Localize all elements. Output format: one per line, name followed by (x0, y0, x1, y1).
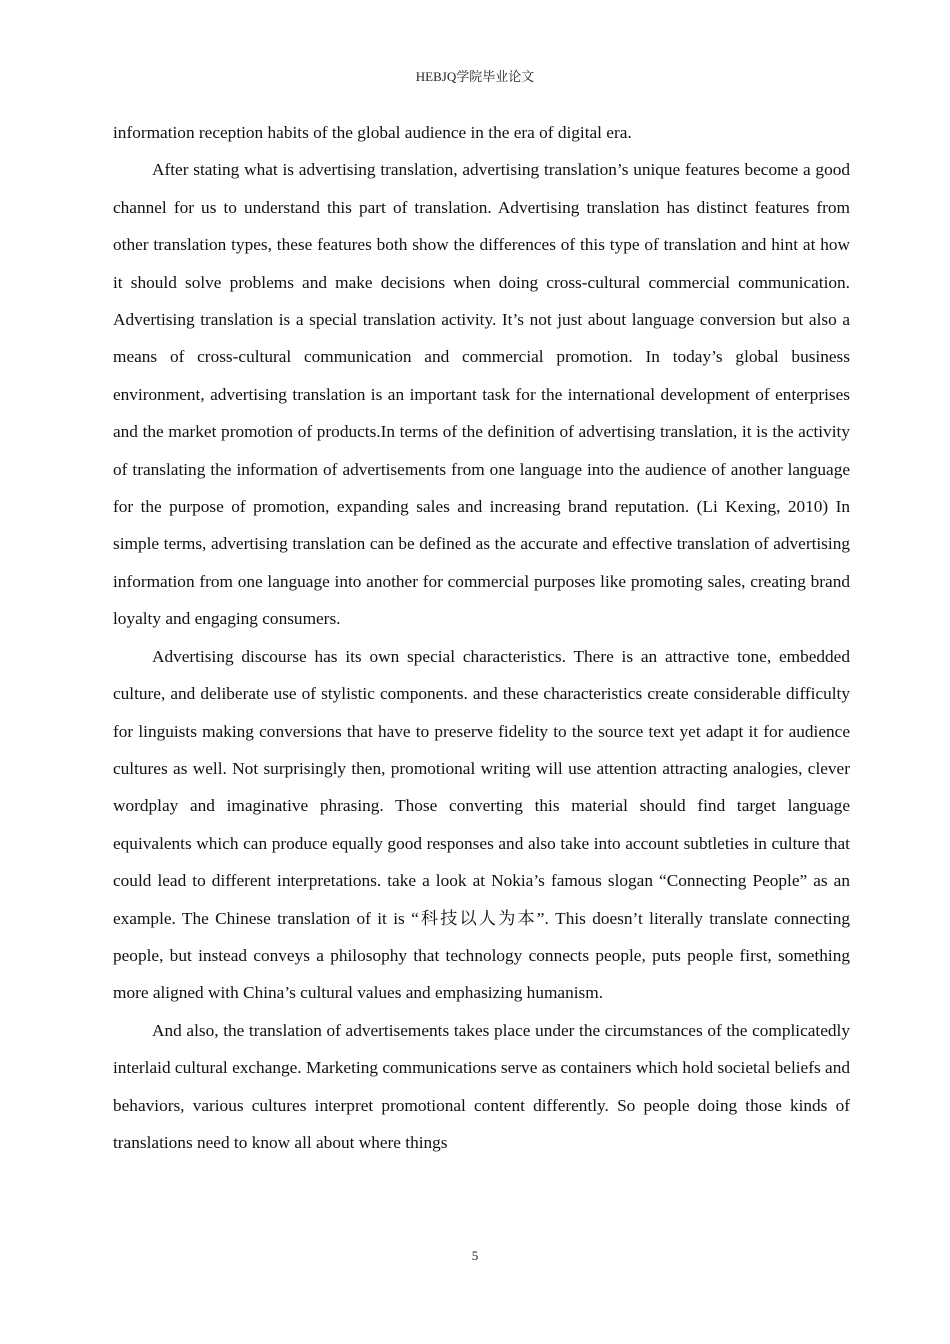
page-number: 5 (471, 1248, 479, 1263)
paragraph-definition: After stating what is advertising translation, advertising translation’s unique features become a good channel for us to understand this part of translation. Advertising translation has distinct features from other translation types, these features both show the differences of this type of translation and hint at how it should solve problems and make decisions when doing cross-cultural commercial communication. Advertising translation is a special translation activity. It’s not just about language conversion but also a means of cross-cultural communication and commercial promotion. In today’s global business environment, advertising translation is an important task for the international development of enterprises and the market promotion of products.In terms of the definition of advertising translation, it is the activity of translating the information of advertisements from one language into the audience of another language for the purpose of promotion, expanding sales and increasing brand reputation. (Li Kexing, 2010) In simple terms, advertising translation can be defined as the accurate and effective translation of advertising information from one language into another for commercial purposes like promoting sales, creating brand loyalty and engaging consumers. (113, 160, 850, 629)
paragraph-cultural-exchange: And also, the translation of advertisements takes place under the circumstances of the complicatedly interlaid cultural exchange. Marketing communications serve as containers which hold societal beliefs and behaviors, various cultures interpret promotional content differently. So people doing those kinds of translations need to know all about where things (113, 1020, 850, 1152)
paragraph-characteristics: Advertising discourse has its own special characteristics. There is an attractive tone, embedded culture, and deliberate use of stylistic components. and these characteristics create considerable difficulty for linguists making conversions that have to preserve fidelity to the source text yet adapt it for audience cultures as well. Not surprisingly then, promotional writing will use attention attracting analogies, clever wordplay and imaginative phrasing. Those converting this material should find target language equivalents which can produce equally good responses and also take into account subtleties in culture that could lead to different interpretations. take a look at Nokia’s famous slogan “Connecting People” as an example. The Chinese translation of it is “科技以人为本”. This doesn’t literally translate connecting people, but instead conveys a philosophy that technology connects people, puts people first, something more aligned with China’s cultural values and emphasizing humanism. (113, 646, 850, 1003)
paragraph-continuation: information reception habits of the global audience in the era of digital era. (113, 123, 632, 142)
running-header: HEBJQ学院毕业论文 (415, 69, 535, 84)
body-text (113, 114, 850, 1161)
